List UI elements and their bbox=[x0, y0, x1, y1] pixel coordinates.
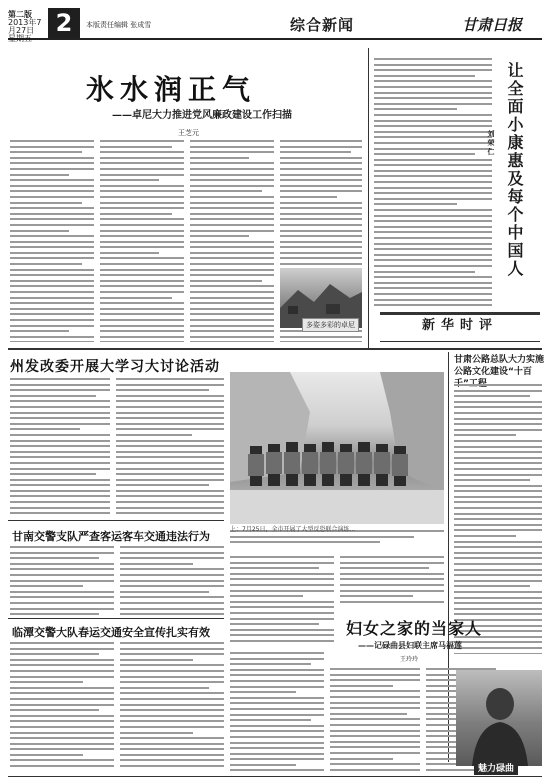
editor-line: 本版责任编辑 张成雪 bbox=[86, 21, 152, 29]
page-info bbox=[8, 10, 46, 43]
section-title: 综合新闻 bbox=[290, 16, 355, 34]
sidebar-body bbox=[374, 58, 492, 308]
center-body-col2 bbox=[340, 556, 444, 606]
lead-body-col3 bbox=[190, 140, 274, 342]
sidebar-column-tag-box bbox=[380, 312, 540, 342]
lead-subtitle: ——卓尼大力推进党风廉政建设工作扫描 bbox=[112, 110, 292, 121]
section-rule-3 bbox=[8, 618, 224, 619]
story2-body-col2 bbox=[116, 378, 224, 518]
story5-title: 临潭交警大队春运交通安全宣传扎实有效 bbox=[12, 626, 210, 639]
story3-body bbox=[454, 384, 542, 654]
woman-portrait-image bbox=[456, 670, 542, 766]
story4-body-col1 bbox=[10, 546, 114, 616]
corner-label: 魅力碌曲 bbox=[474, 760, 518, 775]
story6-body-col2 bbox=[330, 668, 420, 772]
main-photo bbox=[230, 372, 444, 524]
corner-photo bbox=[456, 670, 542, 766]
page-label: 第二版 bbox=[8, 10, 32, 19]
paper-logo: 甘肃日报 bbox=[462, 16, 523, 34]
story5-body-col2 bbox=[120, 642, 224, 770]
page-number: 2 bbox=[48, 8, 80, 38]
riot-police-drill-image bbox=[230, 372, 444, 524]
story2-body-col1 bbox=[10, 378, 110, 518]
section-rule-1 bbox=[8, 348, 542, 350]
main-photo-caption bbox=[230, 530, 444, 552]
lead-photo-caption: 多姿多彩的卓尼 bbox=[302, 318, 359, 332]
story6-subtitle: ——记碌曲县妇联主席马福莲 bbox=[358, 641, 462, 650]
issue-date: 2013年7月27日 bbox=[8, 18, 42, 35]
footer-rule bbox=[8, 776, 542, 777]
lead-title: 氷水润正气 bbox=[86, 73, 257, 106]
story6-title: 妇女之家的当家人 bbox=[346, 619, 483, 638]
story3-title: 甘肃公路总队大力实施公路文化建设“十百 bbox=[454, 355, 545, 377]
story6-byline: 王玲玲 bbox=[400, 656, 419, 663]
section-rule-2 bbox=[8, 520, 224, 521]
story4-title: 甘南交警支队严查客运客车交通违法行为 bbox=[12, 530, 210, 543]
sidebar-title: 让全面小康惠及每个中国人 bbox=[505, 62, 524, 278]
sidebar-column-tag: 新华时评 bbox=[421, 318, 498, 333]
story6-body-col1 bbox=[230, 652, 324, 772]
sidebar-divider bbox=[368, 48, 369, 348]
story2-title: 州发改委开展大学习大讨论活动 bbox=[10, 359, 220, 375]
main-photo-caption-text: 上：7月25日，全市开展了大型反恐联合演练... bbox=[230, 526, 356, 533]
issue-weekday: 星期五 bbox=[8, 34, 32, 43]
lead-byline: 王芝元 bbox=[178, 129, 199, 137]
lead-body-col2 bbox=[100, 140, 184, 342]
story4-body-col2 bbox=[120, 546, 224, 616]
story5-body-col1 bbox=[10, 642, 114, 770]
lead-body-col1 bbox=[10, 140, 94, 342]
center-body-col1 bbox=[230, 556, 334, 646]
sidebar-author: 刘荣仁 bbox=[487, 130, 495, 157]
